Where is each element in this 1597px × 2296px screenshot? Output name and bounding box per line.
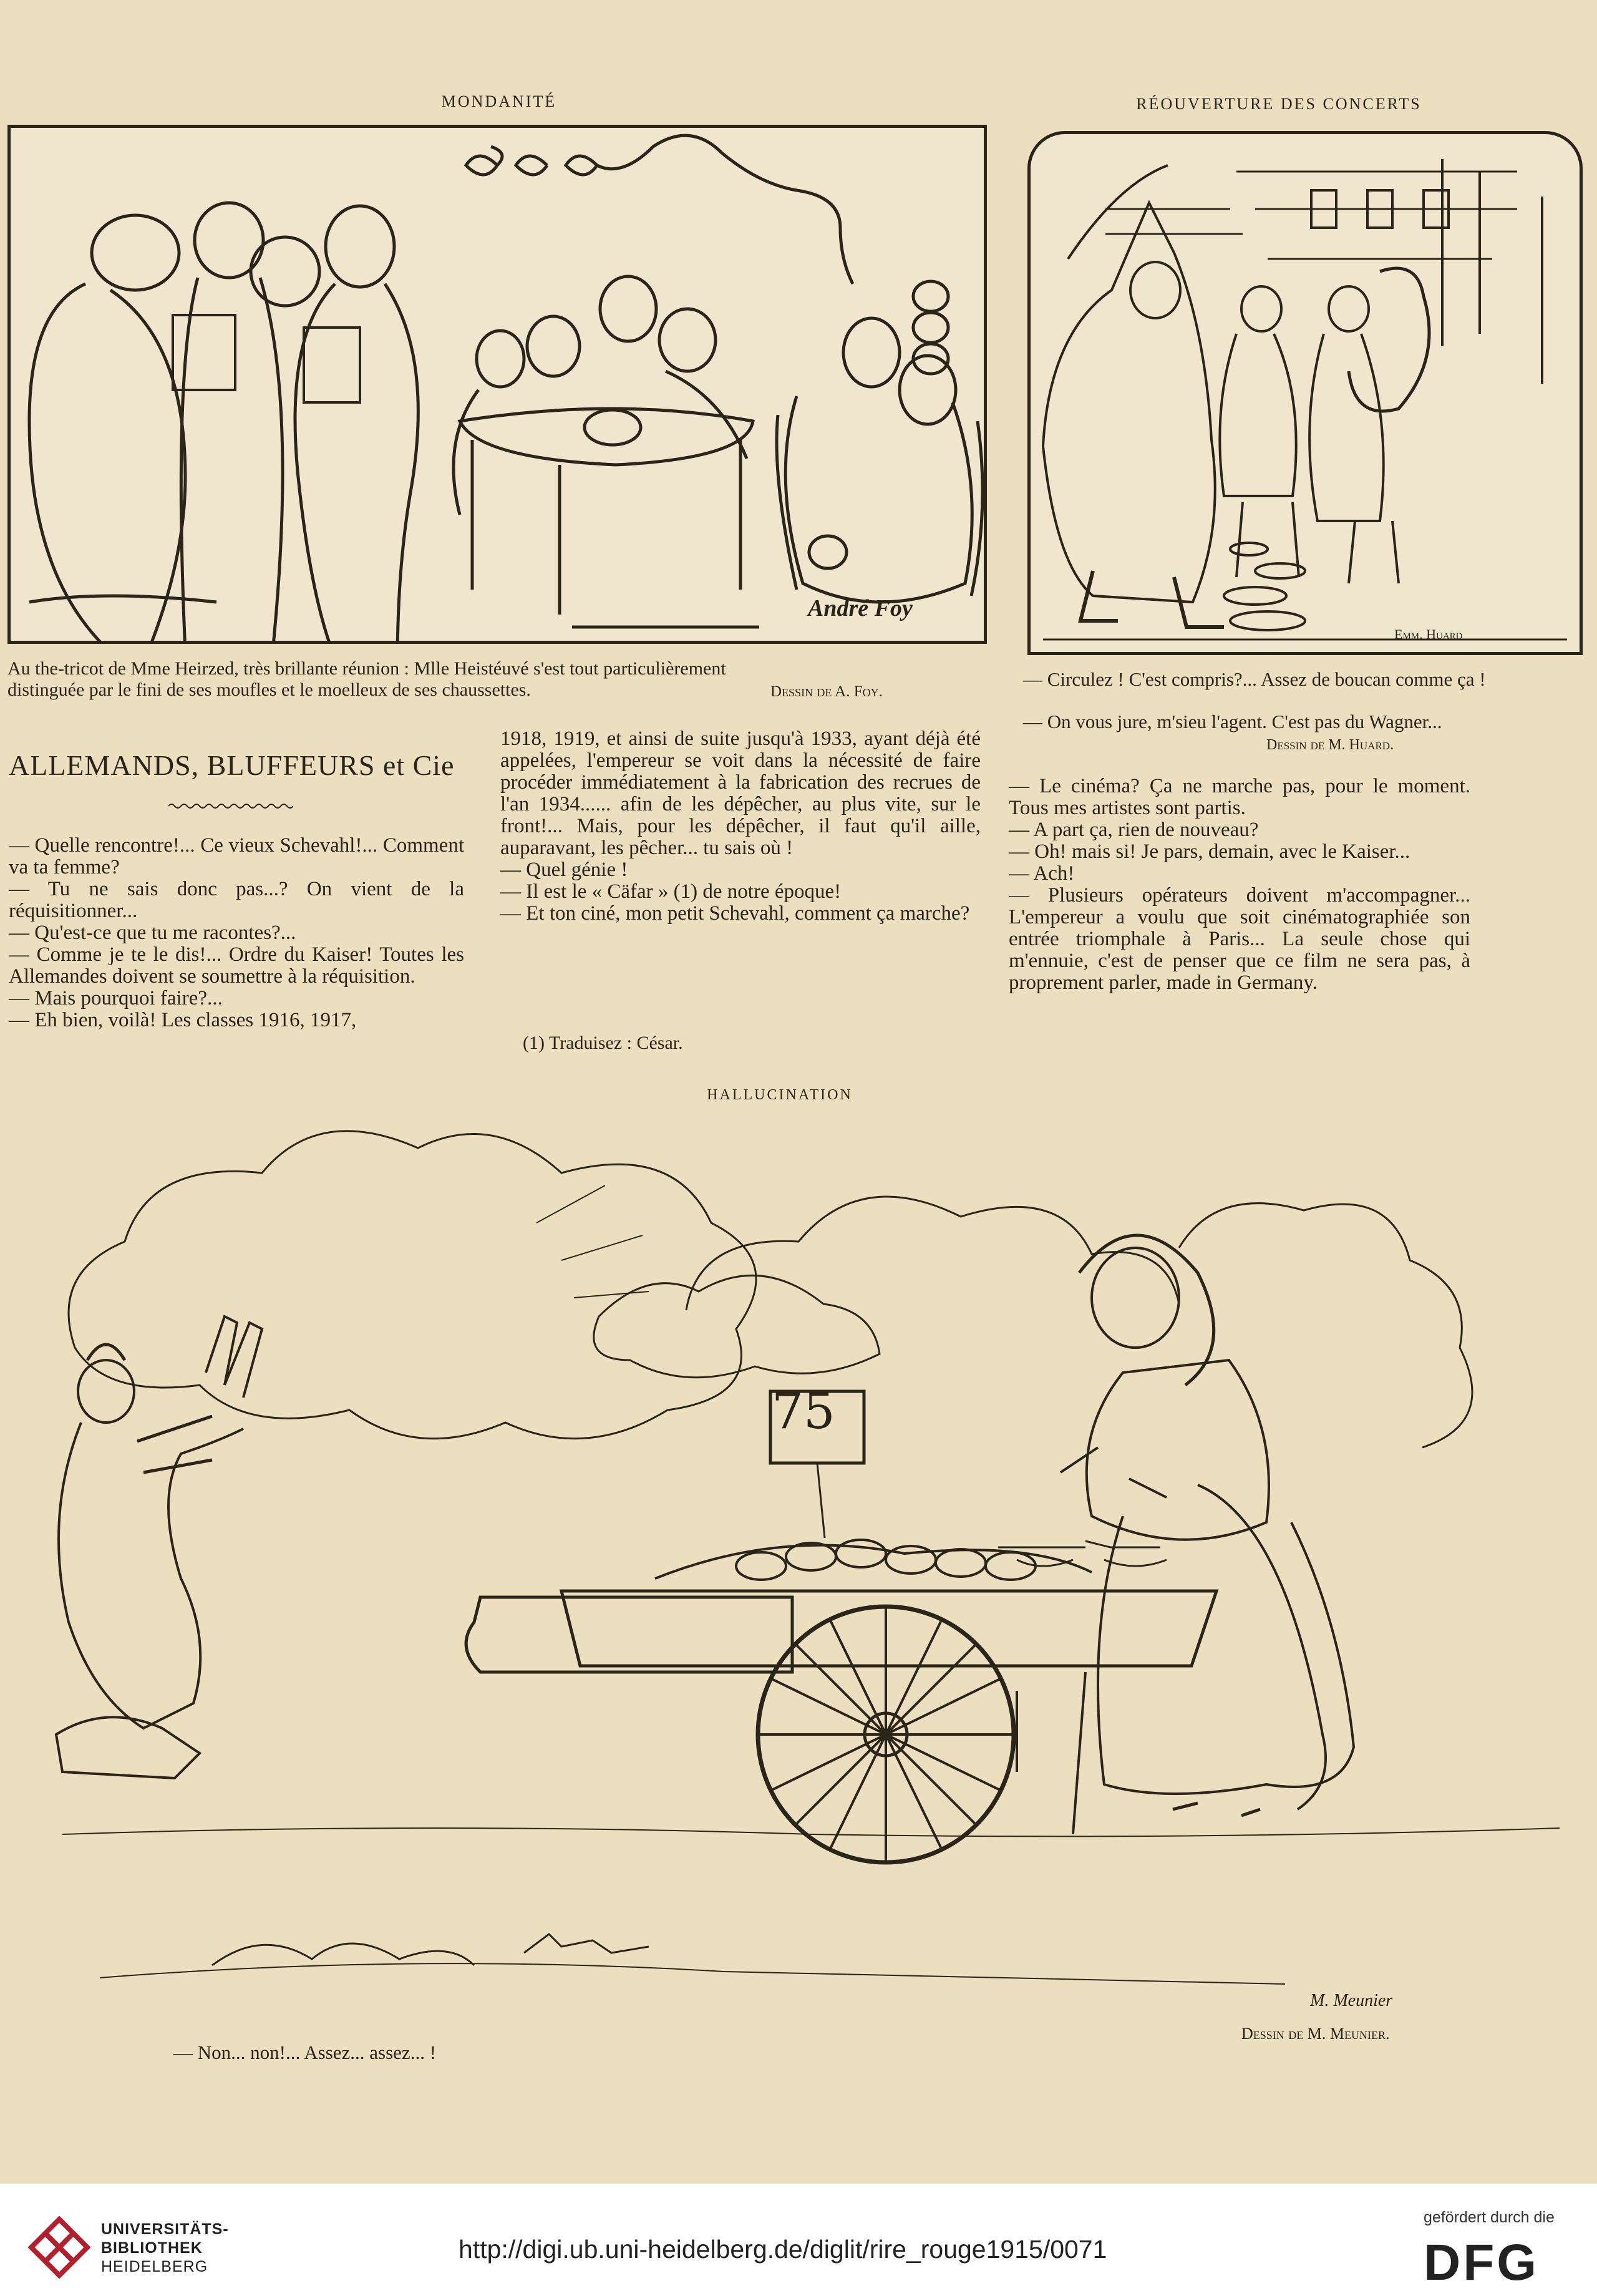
- cartoon1-credit: Dessin de A. Foy.: [770, 683, 883, 700]
- cartoon2-signature: Emm. Huard: [1394, 626, 1463, 642]
- col1-para: — Qu'est-ce que tu me racontes?...: [9, 922, 296, 944]
- col1-para: — Comme je te le dis!... Ordre du Kaiser! Toutes les Allemandes doivent se soumettre à la réquisition.: [9, 943, 464, 988]
- cartoon-mondanite: [7, 125, 987, 644]
- col2-para: — Et ton ciné, mon petit Schevahl, comment ça marche?: [500, 902, 970, 925]
- col3-para: — Ach!: [1009, 862, 1075, 885]
- cartoon1-signature: André Foy: [808, 595, 913, 621]
- cartoon2-caption: — Circulez ! C'est compris?... Assez de boucan comme ça !: [1023, 668, 1486, 690]
- article-title: [9, 749, 495, 782]
- col1-para: — Eh bien, voilà! Les classes 1916, 1917,: [9, 1009, 357, 1031]
- cartoon-reouverture: [1027, 131, 1583, 655]
- heading-hallucination: HALLUCINATION: [707, 1087, 853, 1103]
- article-footnote: (1) Traduisez : César.: [523, 1033, 683, 1053]
- cartoon3-credit: Dessin de M. Meunier.: [1241, 2025, 1390, 2043]
- cartoon1-caption-line1: Au the-tricot de Mme Heirzed, très brillante réunion : Mlle Heistéuvé s'est tout particulièrement: [7, 658, 726, 679]
- col1-para: — Mais pourquoi faire?...: [9, 987, 223, 1009]
- heading-mondanite: MONDANITÉ: [441, 92, 557, 110]
- cartoon2-credit: Dessin de M. Huard.: [1266, 737, 1394, 753]
- article-column-2: [500, 728, 981, 925]
- library-line3: HEIDELBERG: [101, 2258, 208, 2275]
- title-ornament: [168, 802, 293, 810]
- article-title-text: ALLEMANDS, BLUFFEURS et Cie: [9, 749, 455, 781]
- col1-para: — Tu ne sais donc pas...? On vient de la réquisitionner...: [9, 878, 464, 922]
- article-column-3: [1009, 776, 1470, 994]
- library-line1: UNIVERSITÄTS-: [101, 2221, 229, 2238]
- col3-para: — Le cinéma? Ça ne marche pas, pour le moment. Tous mes artistes sont partis.: [1009, 775, 1470, 819]
- cartoon3-signature: M. Meunier: [1310, 1991, 1393, 2010]
- university-library-logo-icon: [28, 2216, 90, 2279]
- heading-reouverture: RÉOUVERTURE DES CONCERTS: [1136, 95, 1422, 113]
- tea-party-illustration: [11, 128, 984, 641]
- funded-by-label: gefördert durch die: [1424, 2209, 1555, 2226]
- col1-para: — Quelle rencontre!... Ce vieux Schevahl!... Comment va ta femme?: [9, 834, 464, 878]
- library-name: [101, 2220, 229, 2276]
- col3-para: — Plusieurs opérateurs doivent m'accompagner... L'empereur a voulu que soit cinématographiée son entrée triomphale à Paris... La seule chose qui m'ennuie, c'est de penser que ce film ne sera pas, à proprement parler, made in Germany.: [1009, 884, 1470, 994]
- street-concert-illustration: [1031, 134, 1580, 652]
- hallucination-sign-number: 75: [772, 1382, 835, 1440]
- source-url[interactable]: http://digi.ub.uni-heidelberg.de/diglit/rire_rouge1915/0071: [459, 2235, 1107, 2264]
- col3-para: — A part ça, rien de nouveau?: [1009, 819, 1259, 841]
- library-line2: BIBLIOTHEK: [101, 2239, 203, 2257]
- col2-para: — Quel génie !: [500, 859, 628, 881]
- hallucination-illustration: [25, 1111, 1572, 2053]
- col2-para: 1918, 1919, et ainsi de suite jusqu'à 1933, ayant déjà été appelées, l'empereur se voit dans la nécessité de faire procéder immédiatement à la fabrication des recrues de l'an 1934...... afin de les dépêcher, au plus vite, sur le front!... Mais, pour les dépêcher, il faut qu'il aille, auparavant, les pêcher... tu sais où !: [500, 727, 981, 859]
- col2-para: — Il est le « Cäfar » (1) de notre époque!: [500, 880, 842, 903]
- col3-para: — Oh! mais si! Je pars, demain, avec le Kaiser...: [1009, 840, 1410, 863]
- digitization-footer: [0, 2184, 1597, 2296]
- cartoon1-caption-line2: distinguée par le fini de ses moufles et le moelleux de ses chaussettes.: [7, 679, 531, 700]
- dfg-logo: DFG: [1424, 2234, 1540, 2291]
- cartoon3-caption: — Non... non!... Assez... assez... !: [173, 2041, 437, 2063]
- cartoon2-caption2: — On vous jure, m'sieu l'agent. C'est pas du Wagner...: [1023, 711, 1442, 732]
- article-column-1: [9, 835, 464, 1031]
